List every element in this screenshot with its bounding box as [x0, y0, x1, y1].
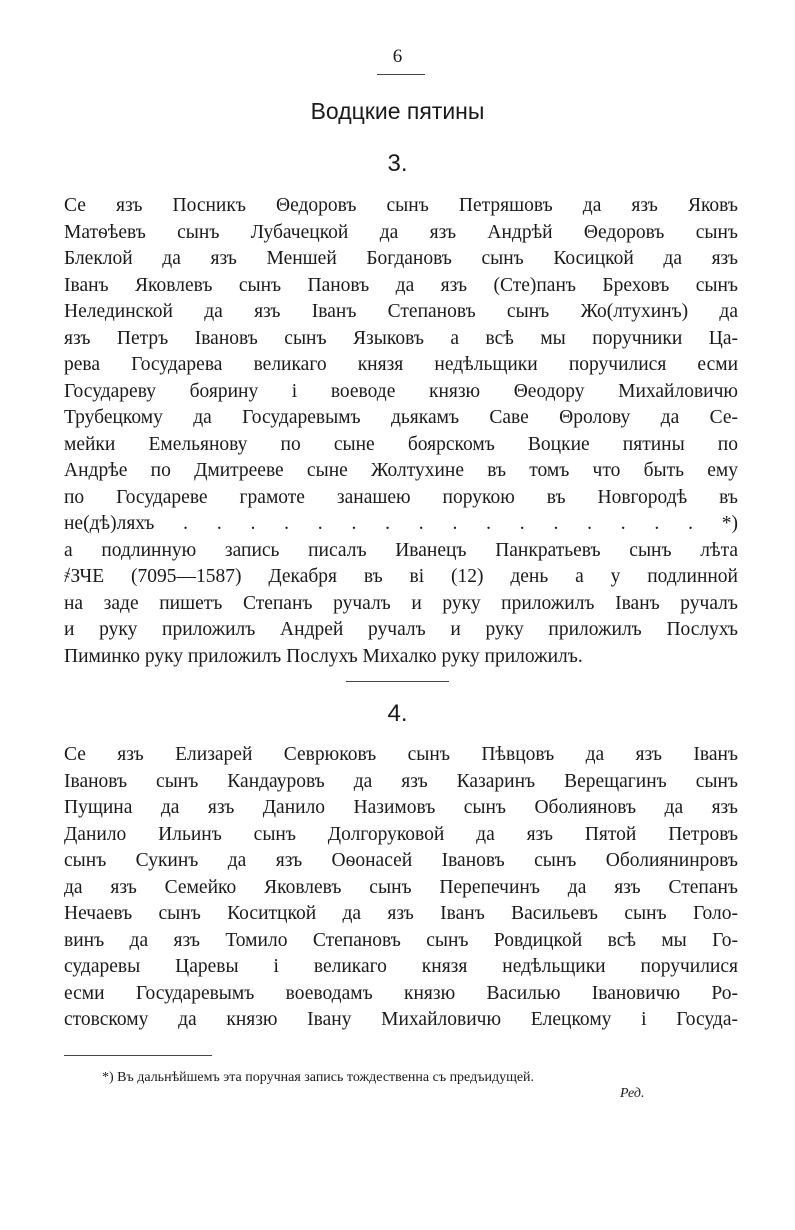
text-line: рева Государева великаго князя недѣльщики поручилися есми [64, 354, 738, 375]
text-line: Се язъ Посникъ Θедоровъ сынъ Петряшовъ да язъ Яковъ [64, 195, 738, 216]
text-line: ҂ЗЧЕ (7095—1587) Декабря въ ві (12) день а у подлинной [64, 566, 738, 587]
text-line: стовскому да князю Івану Михайловичю Елецкому і Госуда- [64, 1009, 738, 1030]
text-line: и руку приложилъ Андрей ручалъ и руку приложилъ Послухъ [64, 619, 738, 640]
text-line: Пущина да язъ Данило Назимовъ сынъ Оболияновъ да язъ [64, 797, 738, 818]
page-number-rule [377, 74, 425, 75]
text-line: мейки Емельянову по сыне боярскомъ Воцкие пятины по [64, 433, 738, 455]
section-4-number: 4. [387, 700, 408, 727]
text-line: не(дѣ)ляхъ . . . . . . . . . . . . . . . . *) [64, 513, 738, 534]
page-title: Водцкие пятины [310, 98, 485, 124]
section-3-number: 3. [387, 150, 408, 177]
section-3-text [64, 193, 738, 670]
text-line: а подлинную запись писалъ Иванецъ Панкратьевъ сынъ лѣта [64, 539, 738, 561]
text-line: Іванъ Яковлевъ сынъ Пановъ да язъ (Сте)панъ Бреховъ сынъ [64, 274, 738, 296]
text-line: сударевы Царевы і великаго князя недѣльщики поручилися [64, 956, 738, 977]
text-line: Матѳѣевъ сынъ Лубачецкой да язъ Андрѣй Θедоровъ сынъ [64, 221, 738, 243]
page-number: 6 [392, 46, 403, 67]
text-line: винъ да язъ Томило Степановъ сынъ Ровдицкой всѣ мы Го- [64, 929, 738, 951]
text-line: Андрѣе по Дмитрееве сыне Жолтухине въ томъ что быть ему [64, 460, 738, 481]
footnote-signature: Ред. [620, 1086, 645, 1101]
text-line: Івановъ сынъ Кандауровъ да язъ Казаринъ Верещагинъ сынъ [64, 770, 738, 792]
text-line: Пиминко руку приложилъ Послухъ Михалко руку приложилъ. [64, 645, 583, 667]
text-line: Се язъ Елизарей Севрюковъ сынъ Пѣвцовъ да язъ Іванъ [64, 744, 738, 765]
text-line: Нелединской да язъ Іванъ Степановъ сынъ Жо(лтухинъ) да [64, 301, 738, 322]
text-line: да язъ Семейко Яковлевъ сынъ Перепечинъ да язъ Степанъ [64, 876, 738, 898]
text-line: есми Государевымъ воеводамъ князю Василью Івановичю Ро- [64, 982, 738, 1004]
text-line: Нечаевъ сынъ Коситцкой да язъ Іванъ Васильевъ сынъ Голо- [64, 903, 738, 924]
text-line: Данило Ильинъ сынъ Долгоруковой да язъ Пятой Петровъ [64, 823, 738, 845]
text-line: Трубецкому да Государевымъ дьякамъ Саве Θролову да Се- [64, 407, 738, 428]
text-line: Блеклой да язъ Меншей Богдановъ сынъ Косицкой да язъ [64, 248, 738, 269]
text-line: по Государеве грамоте занашею порукою въ Новгородѣ въ [64, 486, 738, 508]
text-line: Государеву боярину і воеводе князю Θеодору Михайловичю [64, 380, 738, 402]
section-divider-rule [346, 681, 449, 682]
footnote-rule [64, 1055, 212, 1056]
section-4-text [64, 742, 738, 1034]
text-line: язъ Петръ Івановъ сынъ Языковъ а всѣ мы поручники Ца- [64, 327, 738, 349]
text-line: сынъ Сукинъ да язъ Оѳонасей Івановъ сынъ Оболиянинровъ [64, 850, 738, 871]
text-line: на заде пишетъ Степанъ ручалъ и руку приложилъ Іванъ ручалъ [64, 592, 738, 614]
footnote: *) Въ дальнѣйшемъ эта поручная запись тождественна съ предъидущей. [102, 1070, 535, 1085]
